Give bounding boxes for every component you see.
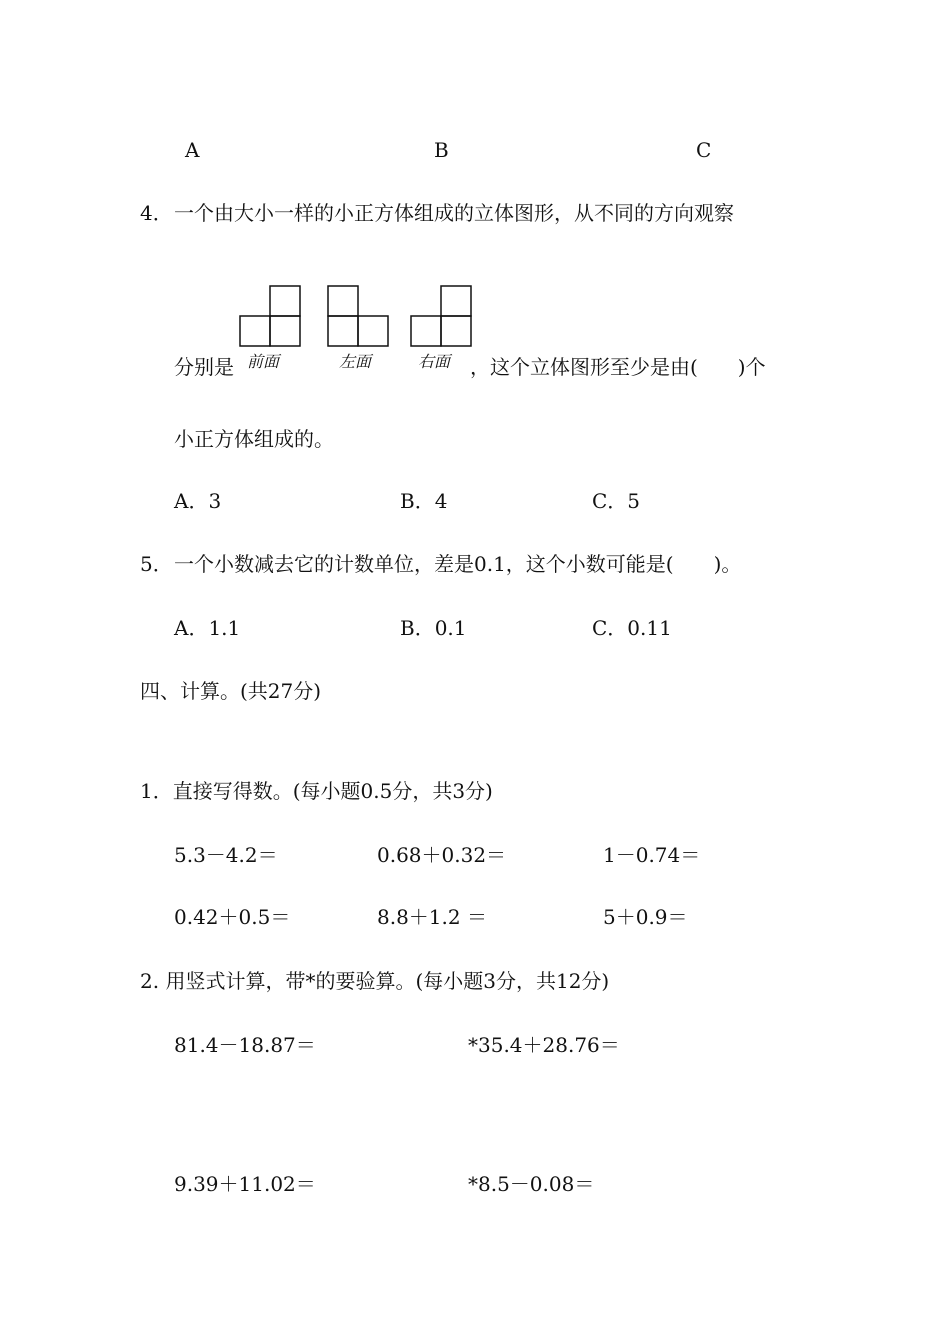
- calc-item: 5＋0.9＝: [603, 905, 688, 929]
- left-view-figure: [328, 286, 388, 346]
- choice-b: B．4: [400, 489, 448, 513]
- calc-item: 8.8＋1.2 ＝: [377, 905, 487, 929]
- option-label-b: B: [434, 138, 449, 162]
- calc-item: *35.4＋28.76＝: [468, 1033, 620, 1057]
- caption-right: 右面: [418, 352, 451, 371]
- question-number: 5．: [140, 552, 173, 576]
- front-view-figure: [240, 286, 300, 346]
- section-title: 四、计算。(共27分): [140, 679, 322, 703]
- sub-question-title: 2. 用竖式计算，带*的要验算。(每小题3分，共12分): [140, 969, 610, 993]
- choice-c: C．0.11: [592, 616, 672, 640]
- choice-a: A．1.1: [174, 616, 241, 640]
- question-text: 一个小数减去它的计数单位，差是0.1，这个小数可能是( )。: [174, 552, 742, 576]
- question-text-prefix: 分别是: [174, 355, 234, 379]
- calc-item: 1－0.74＝: [603, 843, 701, 867]
- question-text-line3: 小正方体组成的。: [174, 427, 334, 451]
- calc-item: 9.39＋11.02＝: [174, 1172, 316, 1196]
- sub-question-title: 1．直接写得数。(每小题0.5分，共3分): [140, 779, 493, 803]
- calc-item: 0.42＋0.5＝: [174, 905, 291, 929]
- question-text: 一个由大小一样的小正方体组成的立体图形，从不同的方向观察: [174, 201, 734, 225]
- choice-b: B．0.1: [400, 616, 467, 640]
- question-number: 4．: [140, 201, 173, 225]
- option-label-a: A: [185, 138, 200, 162]
- caption-left: 左面: [339, 352, 372, 371]
- choice-a: A．3: [174, 489, 222, 513]
- calc-item: 0.68＋0.32＝: [377, 843, 507, 867]
- question-text-suffix: ，这个立体图形至少是由( )个: [470, 355, 766, 379]
- calc-item: 5.3－4.2＝: [174, 843, 278, 867]
- option-label-c: C: [696, 138, 712, 162]
- choice-c: C．5: [592, 489, 641, 513]
- calc-item: *8.5－0.08＝: [468, 1172, 595, 1196]
- right-view-figure: [411, 286, 471, 346]
- caption-front: 前面: [247, 352, 280, 371]
- calc-item: 81.4－18.87＝: [174, 1033, 316, 1057]
